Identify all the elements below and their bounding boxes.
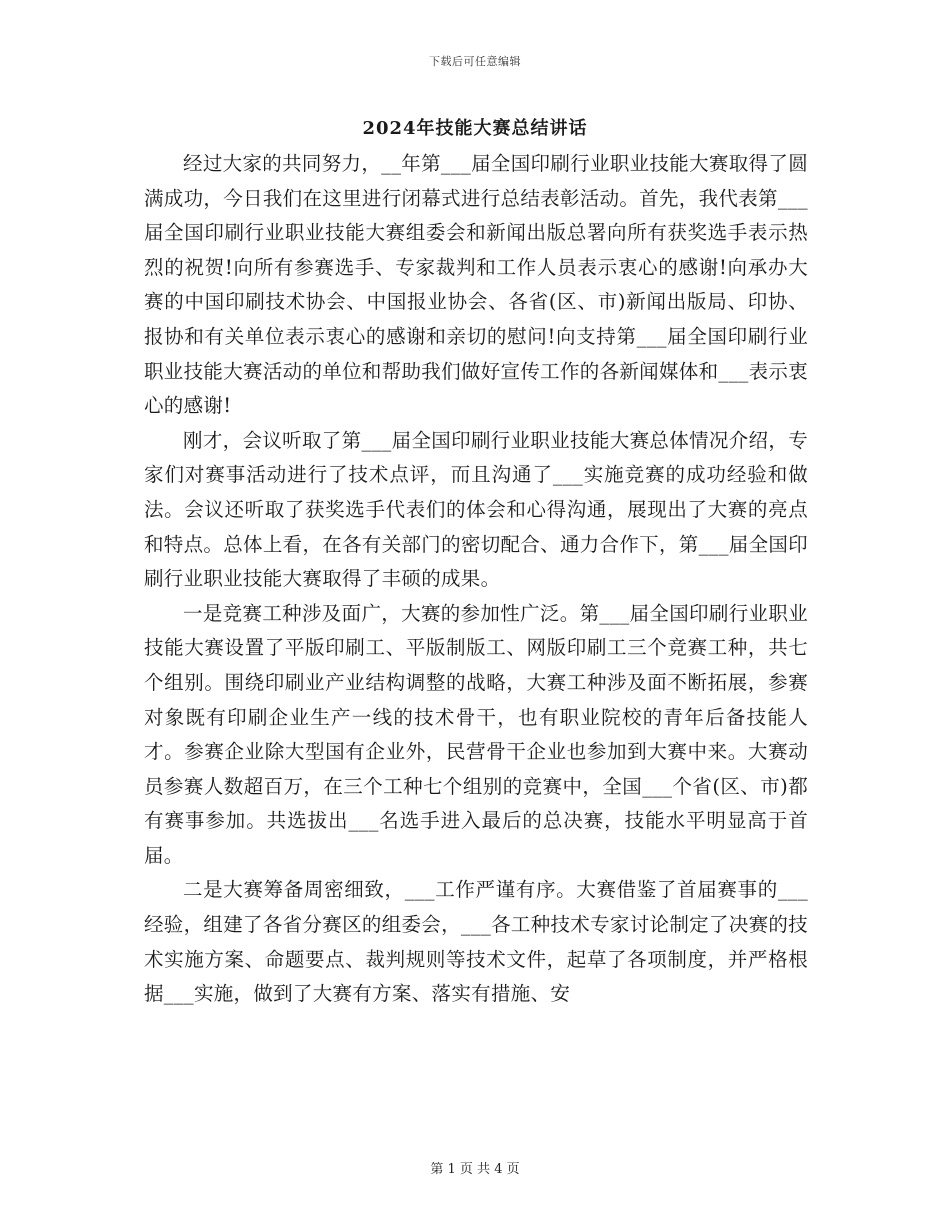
paragraph-4: 二是大赛筹备周密细致，___工作严谨有序。大赛借鉴了首届赛事的___经验，组建了各省分赛区的组委会，___各工种技术专家讨论制定了决赛的技术实施方案、命题要点、裁判规则等技术文件，起草了各项制度，并严格根据___实施，做到了大赛有方案、落实有措施、安 <box>144 878 808 1006</box>
header-note: 下载后可任意编辑 <box>429 55 521 68</box>
paragraph-2: 刚才，会议听取了第___届全国印刷行业职业技能大赛总体情况介绍，专家们对赛事活动进行了技术点评，而且沟通了___实施竞赛的成功经验和做法。会议还听取了获奖选手代表们的体会和心得沟通，展现出了大赛的亮点和特点。总体上看，在各有关部门的密切配合、通力合作下，第___届全国印刷行业职业技能大赛取得了丰硕的成果。 <box>144 428 808 591</box>
document-title: 2024年技能大赛总结讲话 <box>362 118 588 139</box>
paragraph-1: 经过大家的共同努力，__年第___届全国印刷行业职业技能大赛取得了圆满成功，今日我们在这里进行闭幕式进行总结表彰活动。首先，我代表第___届全国印刷行业职业技能大赛组委会和新闻出版总署向所有获奖选手表示热烈的祝贺!向所有参赛选手、专家裁判和工作人员表示衷心的感谢!向承办大赛的中国印刷技术协会、中国报业协会、各省(区、市)新闻出版局、印协、报协和有关单位表示衷心的感谢和亲切的慰问!向支持第___届全国印刷行业职业技能大赛活动的单位和帮助我们做好宣传工作的各新闻媒体和___表示衷心的感谢! <box>144 152 808 418</box>
document-body <box>144 147 808 1012</box>
page-number: 第 1 页 共 4 页 <box>430 1162 520 1177</box>
paragraph-3: 一是竞赛工种涉及面广，大赛的参加性广泛。第___届全国印刷行业职业技能大赛设置了平版印刷工、平版制版工、网版印刷工三个竞赛工种，共七个组别。围绕印刷业产业结构调整的战略，大赛工种涉及面不断拓展，参赛对象既有印刷企业生产一线的技术骨干，也有职业院校的青年后备技能人才。参赛企业除大型国有企业外，民营骨干企业也参加到大赛中来。大赛动员参赛人数超百万，在三个工种七个组别的竞赛中，全国___个省(区、市)都有赛事参加。共选拔出___名选手进入最后的总决赛，技能水平明显高于首届。 <box>144 601 808 867</box>
